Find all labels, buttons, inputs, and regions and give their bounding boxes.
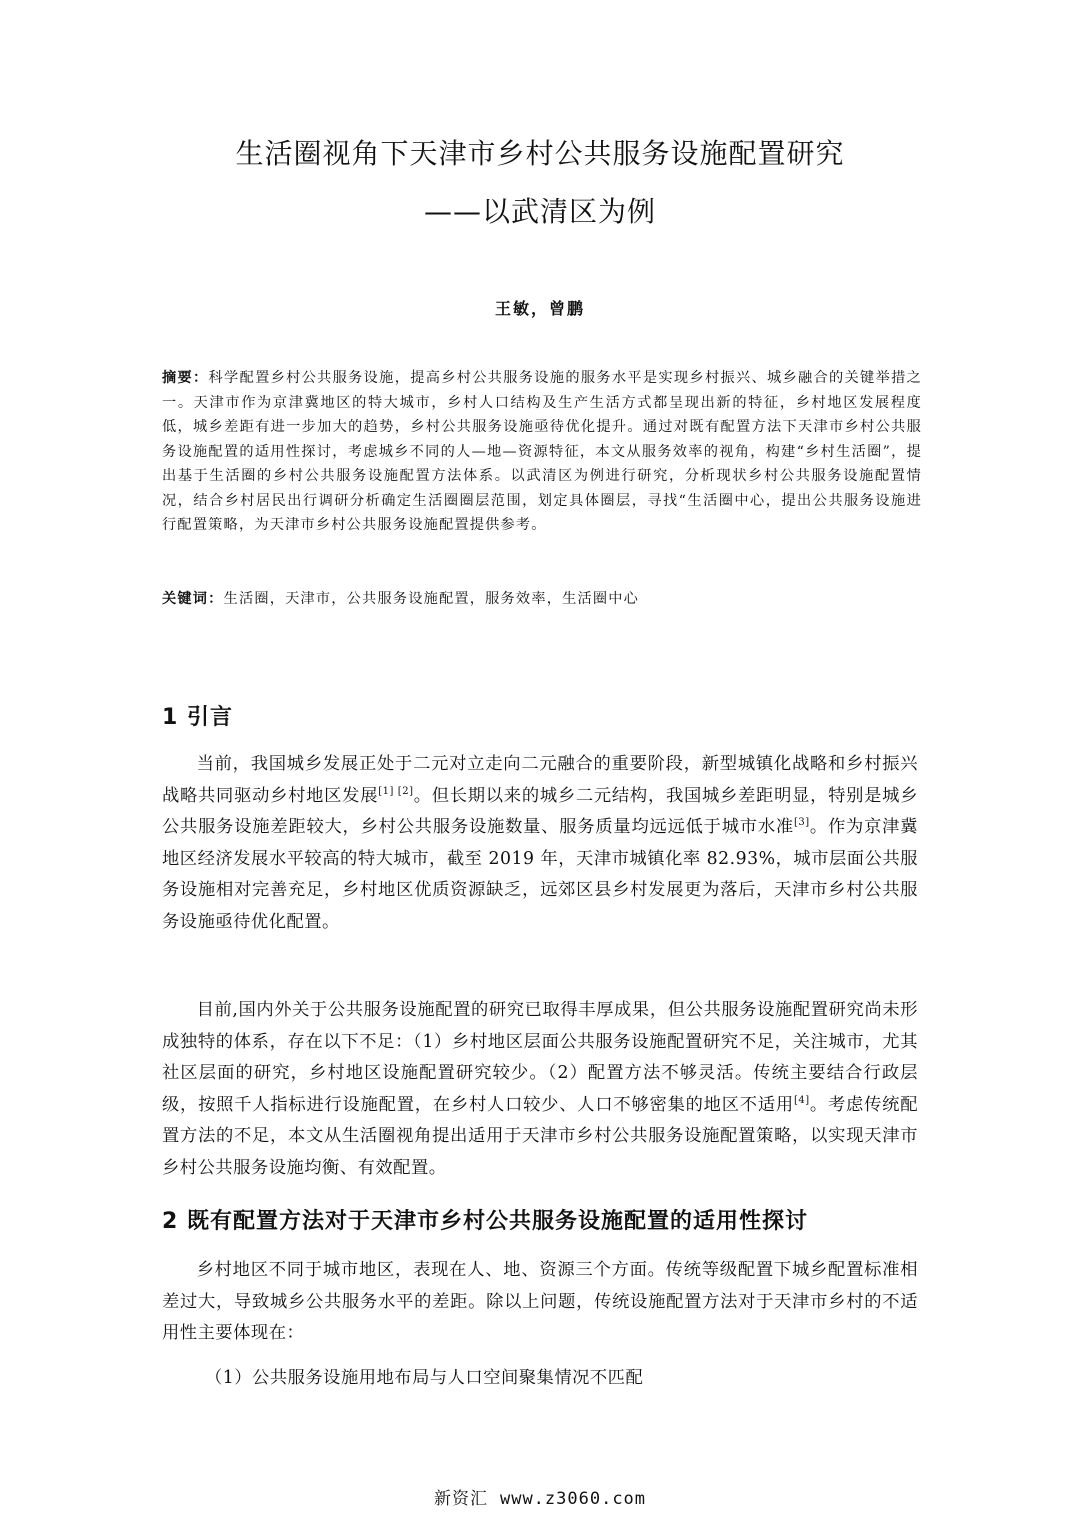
section2-list-item-1: （1）公共服务设施用地布局与人口空间聚集情况不匹配 (205, 1368, 644, 1388)
section-heading-2: 2 既有配置方法对于天津市乡村公共服务设施配置的适用性探讨 (162, 1209, 808, 1234)
abstract (162, 366, 922, 538)
paragraph-text: 。作为京津冀地区经济发展水平较高的特大城市，截至 2019 年，天津市城镇化率 82.93%，城市层面公共服务设施相对完善充足，乡村地区优质资源缺乏，远郊区县乡村发展更为落后，天津市乡村公共服务设施亟待优化配置。 (162, 817, 918, 932)
paragraph-text: 当前，我国城乡发展正处于二元对立走向二元融合的重要阶段，新型城镇化战略和乡村振兴战略共同驱动乡村地区发展 (162, 754, 918, 806)
footer-url[interactable]: www.z3060.com (499, 1489, 647, 1509)
authors: 王敏，曾鹏 (494, 299, 585, 318)
citation: [4] (793, 1094, 810, 1106)
keywords-text: 生活圈，天津市，公共服务设施配置，服务效率，生活圈中心 (223, 591, 640, 607)
citation: [1] [2] (378, 785, 414, 797)
paragraph-text: 。考虑传统配置方法的不足，本文从生活圈视角提出适用于天津市乡村公共服务设施配置策略，以实现天津市乡村公共服务设施均衡、有效配置。 (162, 1094, 918, 1178)
paragraph-text: 目前,国内外关于公共服务设施配置的研究已取得丰厚成果，但公共服务设施配置研究尚未形成独特的体系，存在以下不足：（1）乡村地区层面公共服务设施配置研究不足，关注城市，尤其社区层面的研究，乡村地区设施配置研究较少。（2）配置方法不够灵活。传统主要结合行政层级，按照千人指标进行设施配置，在乡村人口较少、人口不够密集的地区不适用 (162, 1000, 918, 1115)
abstract-label: 摘要： (162, 370, 209, 386)
keywords (162, 588, 922, 608)
section2-paragraph-1: 乡村地区不同于城市地区，表现在人、地、资源三个方面。传统等级配置下城乡配置标准相差过大，导致城乡公共服务水平的差距。除以上问题，传统设施配置方法对于天津市乡村的不适用性主要体现在： (162, 1260, 918, 1343)
keywords-label: 关键词： (162, 591, 224, 607)
abstract-text: 科学配置乡村公共服务设施，提高乡村公共服务设施的服务水平是实现乡村振兴、城乡融合的关键举措之一。天津市作为京津冀地区的特大城市，乡村人口结构及生产生活方式都呈现出新的特征，乡村地区发展程度低，城乡差距有进一步加大的趋势，乡村公共服务设施亟待优化提升。通过对既有配置方法下天津市乡村公共服务设施配置的适用性探讨，考虑城乡不同的人—地—资源特征，本文从服务效率的视角，构建“乡村生活圈”，提出基于生活圈的乡村公共服务设施配置方法体系。以武清区为例进行研究，分析现状乡村公共服务设施配置情况，结合乡村居民出行调研分析确定生活圈圈层范围，划定具体圈层，寻找“生活圈中心，提出公共服务设施进行配置策略，为天津市乡村公共服务设施配置提供参考。 (162, 370, 922, 533)
section-heading-1: 1 引言 (162, 705, 233, 730)
footer-site-name: 新资汇 (433, 1489, 488, 1509)
section1-paragraph-1 (162, 749, 918, 938)
paper-subtitle: ——以武清区为例 (423, 195, 656, 228)
paper-title: 生活圈视角下天津市乡村公共服务设施配置研究 (235, 137, 845, 170)
citation: [3] (793, 817, 810, 828)
paragraph-text: 。但长期以来的城乡二元结构，我国城乡差距明显，特别是城乡公共服务设施差距较大，乡村公共服务设施数量、服务质量均远远低于城市水准 (162, 785, 918, 837)
section1-paragraph-2 (162, 995, 918, 1184)
page-footer (0, 1484, 1080, 1509)
